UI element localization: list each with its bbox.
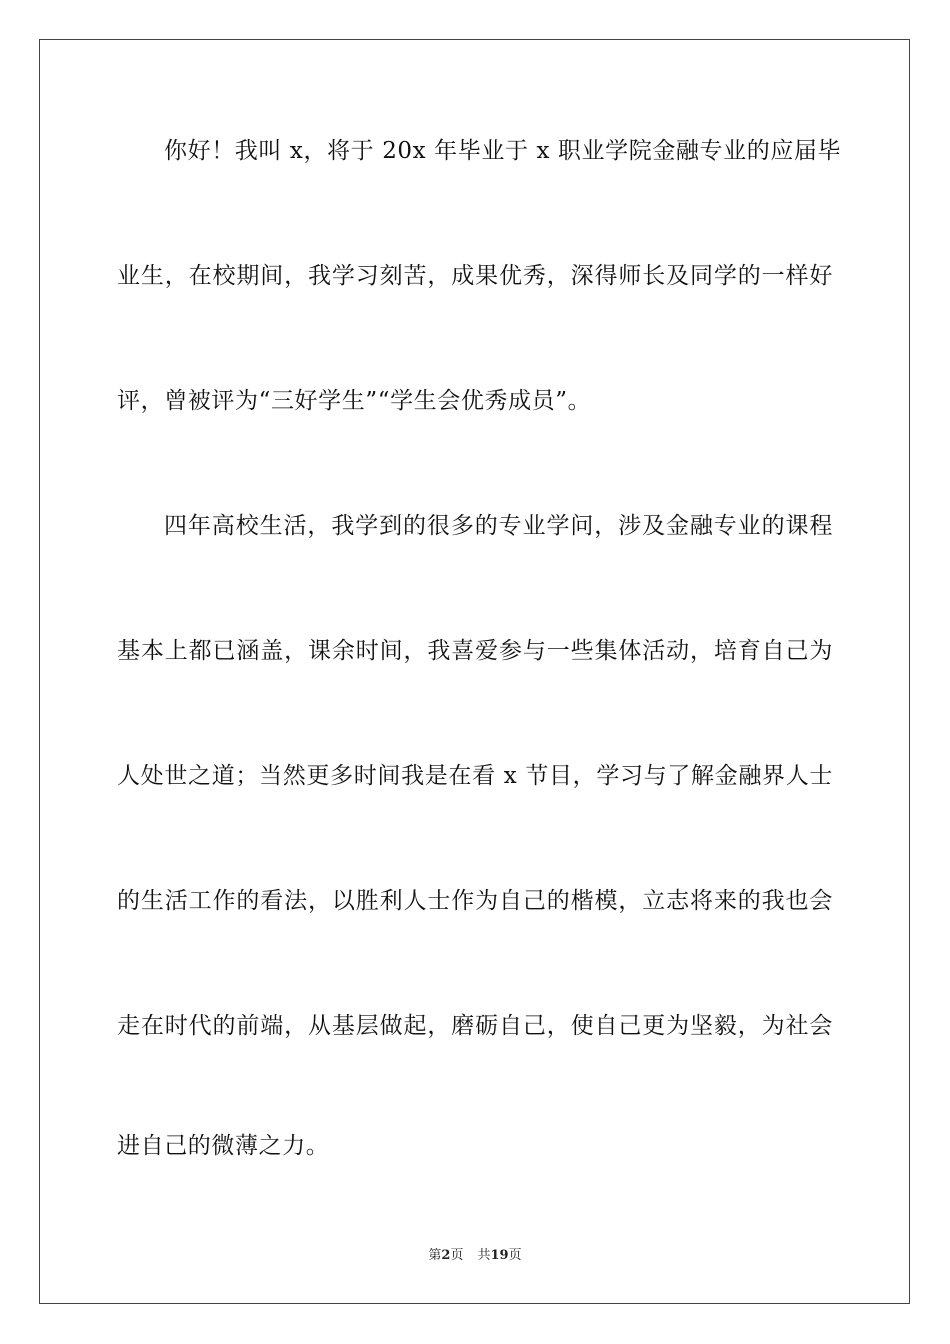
total-pages: 19 [490,1248,509,1263]
total-suffix: 页 [508,1248,522,1263]
paragraph-2-line-3: 人处世之道；当然更多时间我是在看 x 节目，学习与了解金融界人士 [117,763,833,789]
paragraph-2-line-2: 基本上都已涵盖，课余时间，我喜爱参与一些集体活动，培育自己为 [117,638,833,664]
paragraph-1-line-3: 评，曾被评为“三好学生”“学生会优秀成员”。 [117,388,592,414]
paragraph-2-line-1: 四年高校生活，我学到的很多的专业学问，涉及金融专业的课程 [164,513,833,539]
page-footer [0,1248,950,1264]
paragraph-2-line-5: 走在时代的前端，从基层做起，磨砺自己，使自己更为坚毅，为社会 [117,1013,833,1039]
page-suffix: 页 [450,1248,464,1263]
page-number: 2 [441,1248,451,1263]
total-prefix: 共 [477,1248,491,1263]
paragraph-1-line-2: 业生，在校期间，我学习刻苦，成果优秀，深得师长及同学的一样好 [117,263,833,289]
paragraph-1-line-1: 你好！我叫 x，将于 20x 年毕业于 x 职业学院金融专业的应届毕 [164,138,842,164]
paragraph-2-line-4: 的生活工作的看法，以胜利人士作为自己的楷模，立志将来的我也会 [117,888,833,914]
paragraph-2-line-6: 进自己的微薄之力。 [117,1133,330,1159]
page-prefix: 第 [428,1248,442,1263]
page-border [39,39,910,1304]
